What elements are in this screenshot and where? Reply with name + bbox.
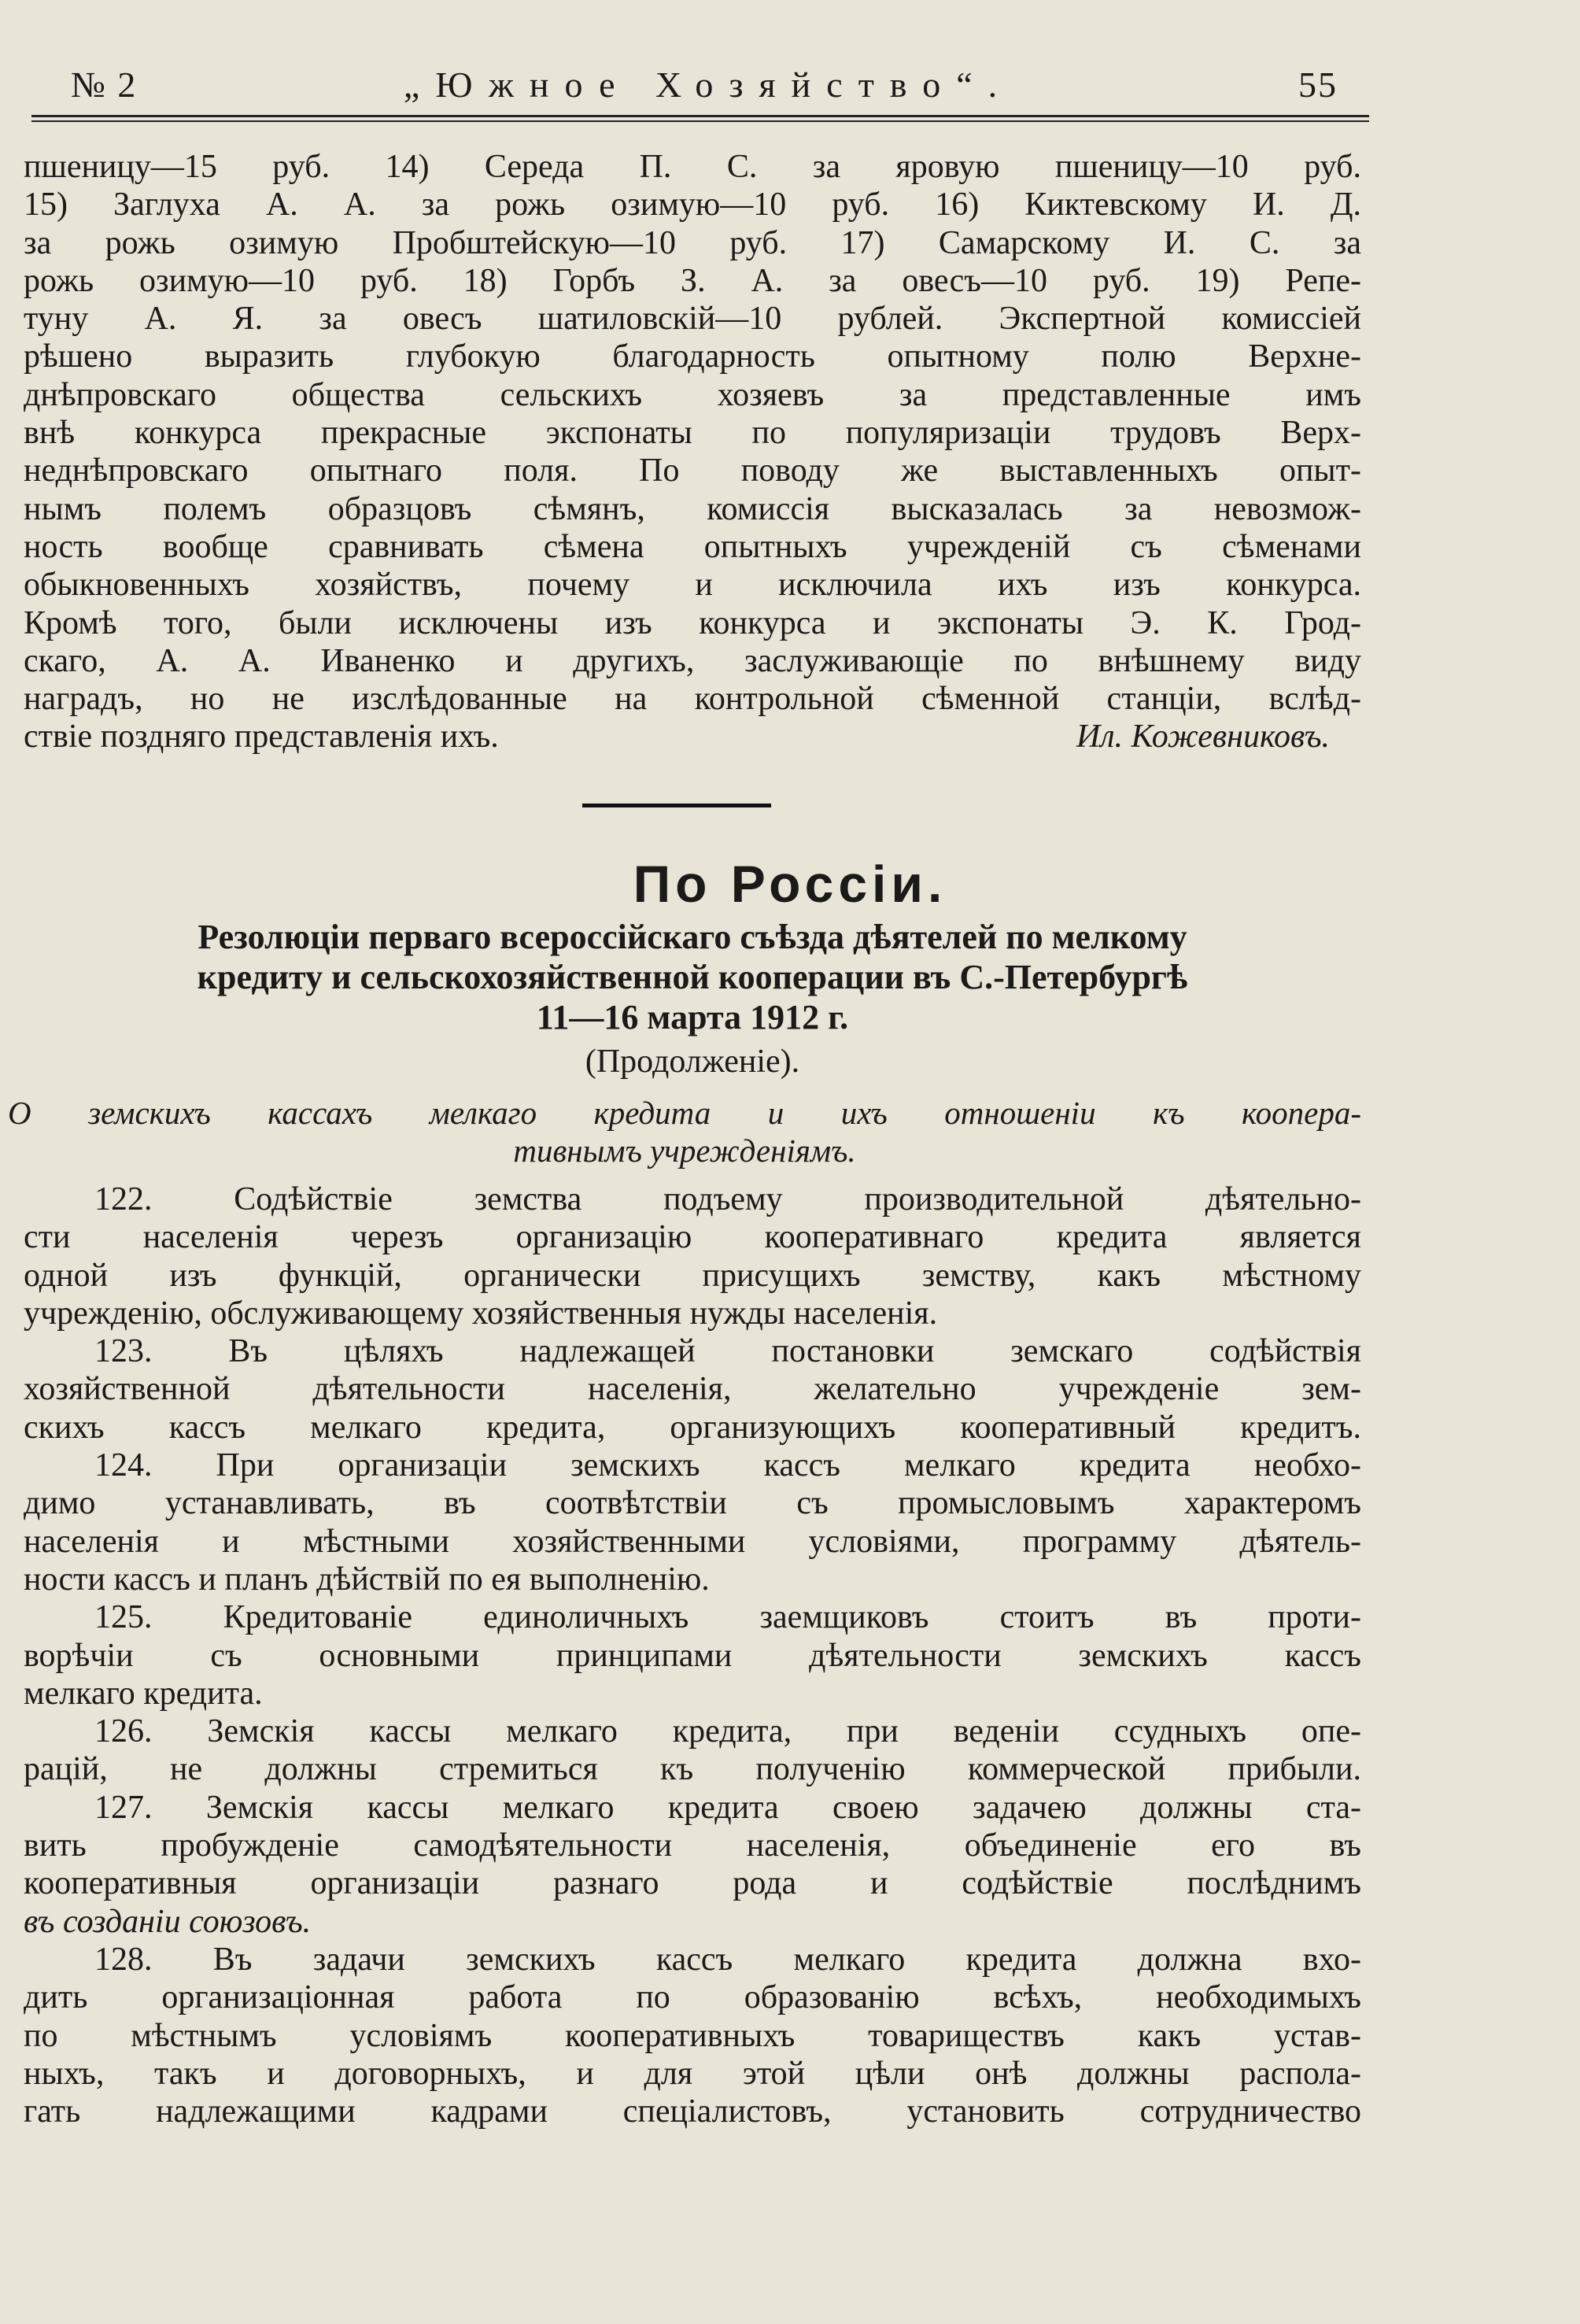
text-line: рѣшено выразить глубокую благодарность опытному полю Верхне- [24,338,1361,375]
text-line: ности кассъ и планъ дѣйствій по ея выполненію. [24,1561,710,1598]
text-line: скаго, А. А. Иваненко и другихъ, заслуживающіе по внѣшнему виду [24,642,1361,679]
section-title: По Россіи. [633,855,947,913]
text-line: 122. Содѣйствіе земства подъему производительной дѣятельно- [94,1181,1361,1217]
article-title-line: кредиту и сельскохозяйственной кооперации въ С.-Петербургѣ [197,958,1188,996]
text-line: обыкновенныхъ хозяйствъ, почему и исключила ихъ изъ конкурса. [24,567,1361,604]
text-line: димо устанавливать, въ соотвѣтствіи съ промысловымъ характеромъ [24,1485,1361,1522]
text-line: неднѣпровскаго опытнаго поля. По поводу же выставленныхъ опыт- [24,453,1361,490]
journal-title: „Южное Хозяйство“. [403,65,1013,105]
header-rule-bottom [31,120,1369,122]
text-line: кооперативныя организаціи разнаго рода и содѣйствіе послѣднимъ [24,1865,1361,1902]
intro-paragraph [24,148,1361,756]
text-line: днѣпровскаго общества сельскихъ хозяевъ за представленные имъ [24,376,1361,413]
text-line: 127. Земскія кассы мелкаго кредита своею задачею должны ста- [94,1789,1361,1826]
text-line: учрежденію, обслуживающему хозяйственныя нужды населенія. [24,1295,938,1332]
text-line: 125. Кредитованіе единоличныхъ заемщиковъ стоитъ въ проти- [94,1599,1361,1636]
resolution-128 [24,1941,1361,2130]
text-line: рацій, не должны стремиться къ полученію коммерческой прибыли. [24,1751,1361,1788]
resolution-124 [24,1446,1361,1598]
text-line: гать надлежащими кадрами спеціалистовъ, установить сотрудничество [24,2093,1361,2130]
text-line: ворѣчіи съ основными принципами дѣятельности земскихъ кассъ [24,1637,1361,1674]
text-line: по мѣстнымъ условіямъ кооперативныхъ товариществъ какъ устав- [24,2017,1361,2054]
text-line: населенія и мѣстными хозяйственными условіями, программу дѣятель- [24,1523,1361,1560]
subsection-heading-line: тивнымъ учрежденіямъ. [513,1132,856,1169]
text-line: нымъ полемъ образцовъ сѣмянъ, комиссія высказалась за невозмож- [24,490,1361,527]
text-line: 123. Въ цѣляхъ надлежащей постановки земскаго содѣйствія [94,1333,1361,1370]
subsection-heading [8,1094,1361,1169]
continued-note: (Продолженіе). [585,1044,800,1080]
article-title-line: Резолюціи перваго всероссійскаго съѣзда дѣятелей по мелкому [198,918,1187,956]
subsection-heading-line: О земскихъ кассахъ мелкаго кредита и ихъ отношеніи къ коопера- [8,1095,1361,1131]
resolution-122 [24,1180,1361,1332]
text-line: дить организаціонная работа по образованію всѣхъ, необходимыхъ [24,1979,1361,2016]
text-line: внѣ конкурса прекрасные экспонаты по популяризаціи трудовъ Верх- [24,415,1361,452]
issue-number: № 2 [71,65,138,105]
page-number: 55 [1298,65,1338,105]
text-line: сти населенія черезъ организацію кооперативнаго кредита является [24,1219,1361,1256]
text-line: скихъ кассъ мелкаго кредита, организующихъ кооперативный кредитъ. [24,1409,1361,1446]
resolution-127 [24,1789,1361,1941]
running-header [63,61,1353,109]
text-line: за рожь озимую Пробштейскую—10 руб. 17) Самарскому И. С. за [24,224,1361,261]
text-line: туну А. Я. за овесъ шатиловскій—10 рублей. Экспертной комиссіей [24,301,1361,338]
text-line: одной изъ функцій, органически присущихъ земству, какъ мѣстному [24,1257,1361,1294]
author-signature: Ил. Кожевниковъ. [1076,719,1330,756]
article-title [24,917,1361,1037]
text-line: наградъ, но не изслѣдованные на контрольной сѣменной станціи, вслѣд- [24,681,1361,718]
text-line: ность вообще сравнивать сѣмена опытныхъ учрежденій съ сѣменами [24,528,1361,565]
text-line: мелкаго кредита. [24,1675,263,1712]
section-separator [582,804,771,807]
text-line-last [24,718,1361,756]
text-line: пшеницу—15 руб. 14) Середа П. С. за яровую пшеницу—10 руб. [24,149,1361,185]
article-title-line: 11—16 марта 1912 г. [536,998,849,1036]
resolutions [24,1180,1361,2130]
text-line: Кромѣ того, были исключены изъ конкурса и экспонаты Э. К. Грод- [24,604,1361,641]
resolution-125 [24,1598,1361,1713]
text-line: хозяйственной дѣятельности населенія, желательно учрежденіе зем- [24,1371,1361,1408]
text-line: рожь озимую—10 руб. 18) Горбъ З. А. за овесъ—10 руб. 19) Репе- [24,262,1361,299]
text-line: 15) Заглуха А. А. за рожь озимую—10 руб. 16) Киктевскому И. Д. [24,187,1361,224]
header-rule-top [31,115,1369,117]
text-line: 128. Въ задачи земскихъ кассъ мелкаго кредита должна вхо- [94,1941,1361,1978]
text-line: ствіе поздняго представленія ихъ. [24,719,499,756]
text-line: 124. При организаціи земскихъ кассъ мелкаго кредита необхо- [94,1447,1361,1484]
resolution-126 [24,1713,1361,1789]
text-line: вить пробужденіе самодѣятельности населенія, объединеніе его въ [24,1827,1361,1864]
text-line: 126. Земскія кассы мелкаго кредита, при веденіи ссудныхъ опе- [94,1713,1361,1750]
text-line: въ созданіи союзовъ. [24,1903,312,1940]
resolution-123 [24,1332,1361,1446]
text-line: ныхъ, такъ и договорныхъ, и для этой цѣли онѣ должны распола- [24,2055,1361,2092]
